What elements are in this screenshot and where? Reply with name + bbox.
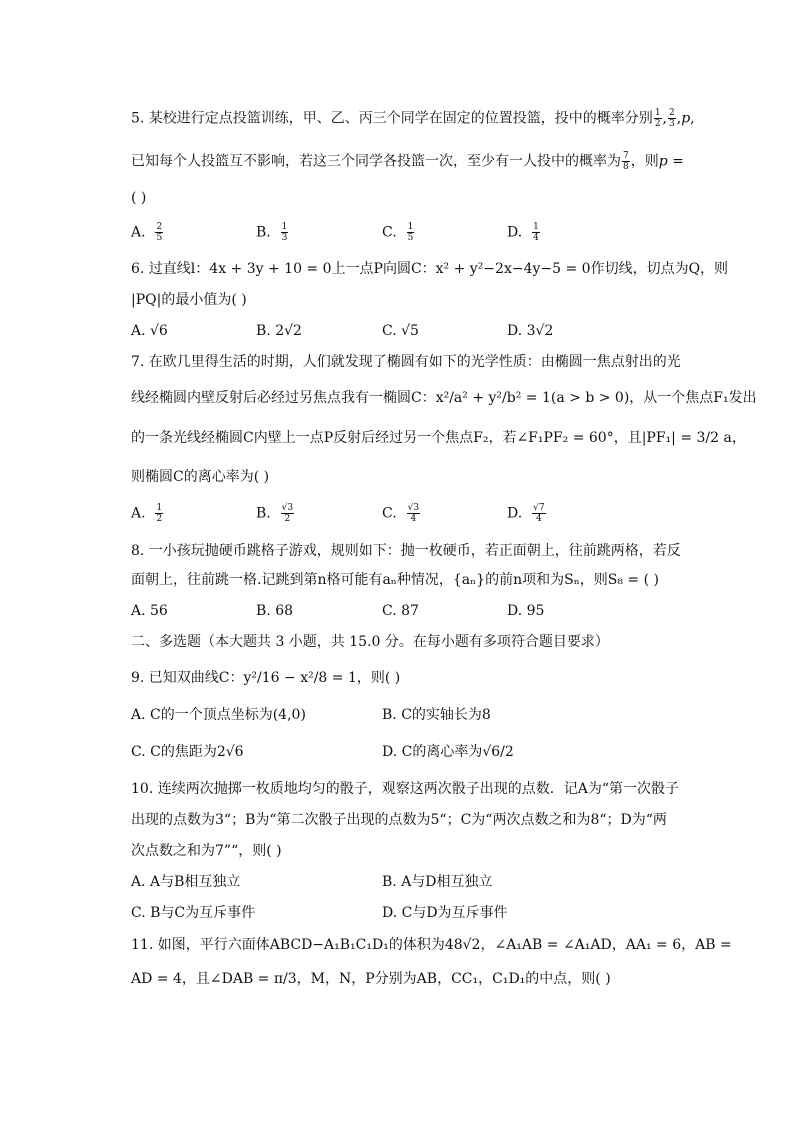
q10-option-c[interactable]: C. B与C为互斥事件: [131, 905, 256, 921]
q5-fraction-2-3: $\frac{2}{3}$: [669, 108, 675, 129]
q6-option-b[interactable]: B. 2√2: [256, 323, 302, 339]
q7-line4: 则椭圆C的离心率为( ): [131, 469, 270, 485]
q10-line3: 次点数之和为7”“，则( ): [131, 843, 282, 859]
q8-option-a[interactable]: A. 56: [131, 603, 168, 619]
q8-line1: 8. 一小孩玩抛硬币跳格子游戏，规则如下：抛一枚硬币，若正面朝上，往前跳两格，若反: [131, 543, 681, 559]
q9-line1: 9. 已知双曲线C：y²/16 − x²/8 = 1，则( ): [131, 670, 401, 686]
q8-option-d[interactable]: D. 95: [507, 603, 545, 619]
q6-option-c[interactable]: C. √5: [382, 323, 419, 339]
q7-option-b[interactable]: B. $\frac{√3}{2}$: [256, 503, 294, 524]
q10-option-b[interactable]: B. A与D相互独立: [382, 874, 493, 890]
q8-option-c[interactable]: C. 87: [382, 603, 419, 619]
q6-option-d[interactable]: D. 3√2: [507, 323, 554, 339]
q5-option-c[interactable]: C. $\frac{1}{5}$: [382, 222, 414, 243]
section-heading: 二、多选题（本大题共 3 小题，共 15.0 分。在每小题有多项符合题目要求）: [131, 634, 609, 650]
q5-text2: 已知每个人投篮互不影响，若这三个同学各投篮一次，至少有一人投中的概率为: [131, 153, 621, 170]
q7-option-a[interactable]: A. $\frac{1}{2}$: [131, 503, 163, 524]
q10-line1: 10. 连续两次抛掷一枚质地均匀的骰子，观察这两次骰子出现的点数．记A为“第一次骰子: [131, 781, 679, 797]
q7-line3: 的一条光线经椭圆C内壁上一点P反射后经过另一个焦点F₂，若∠F₁PF₂ = 60°，且|PF₁| = 3/2 a，: [131, 430, 746, 446]
q9-option-b[interactable]: B. C的实轴长为8: [382, 707, 491, 723]
q5-text1: 5. 某校进行定点投篮训练，甲、乙、丙三个同学在固定的位置投篮，投中的概率分别: [131, 110, 653, 127]
q7-line1: 7. 在欧几里得生活的时期，人们就发现了椭圆有如下的光学性质：由椭圆一焦点射出的光: [131, 354, 681, 370]
q6-line2: |PQ|的最小值为( ): [131, 292, 247, 308]
q7-option-d[interactable]: D. $\frac{√7}{4}$: [507, 503, 545, 524]
q7-line2: 线经椭圆内壁反射后必经过另焦点我有一椭圆C：x²/a² + y²/b² = 1(a > b > 0)，从一个焦点F₁发出: [131, 390, 757, 406]
q5-option-a[interactable]: A. $\frac{2}{5}$: [131, 222, 163, 243]
q5-line2: 已知每个人投篮互不影响，若这三个同学各投篮一次，至少有一人投中的概率为 $\frac{7}{8}$ ，则p =: [131, 151, 684, 172]
q10-line2: 出现的点数为3“；B为“第二次骰子出现的点数为5“；C为“两次点数之和为8“；D为“两: [131, 812, 667, 828]
q5-fraction-1-2: $\frac{1}{2}$: [654, 108, 661, 129]
q6-option-a[interactable]: A. √6: [131, 323, 168, 339]
q6-line1: 6. 过直线l：4x + 3y + 10 = 0上一点P向圆C：x² + y²−2x−4y−5 = 0作切线，切点为Q，则: [131, 261, 729, 277]
q5-line3: ( ): [131, 190, 147, 206]
q5-fraction-7-8: $\frac{7}{8}$: [623, 151, 629, 172]
q11-line1: 11. 如图，平行六面体ABCD−A₁B₁C₁D₁的体积为48√2，∠A₁AB = ∠A₁AD，AA₁ = 6，AB =: [131, 937, 732, 953]
q9-option-a[interactable]: A. C的一个顶点坐标为(4,0): [131, 707, 306, 723]
q8-line2: 面朝上，往前跳一格.记跳到第n格可能有aₙ种情况，{aₙ}的前n项和为Sₙ，则S₈ = ( ): [131, 572, 659, 588]
q11-line2: AD = 4，且∠DAB = π/3，M，N，P分别为AB，CC₁，C₁D₁的中点，则( ): [131, 971, 611, 987]
q5-line1: 5. 某校进行定点投篮训练，甲、乙、丙三个同学在固定的位置投篮，投中的概率分别 $\frac{1}{2}$ , $\frac{2}{3}$ ,p,: [131, 108, 695, 129]
q5-option-d[interactable]: D. $\frac{1}{4}$: [507, 222, 539, 243]
q9-option-d[interactable]: D. C的离心率为√6/2: [382, 744, 514, 760]
q9-option-c[interactable]: C. C的焦距为2√6: [131, 744, 244, 760]
q7-option-c[interactable]: C. $\frac{√3}{4}$: [382, 503, 420, 524]
q10-option-a[interactable]: A. A与B相互独立: [131, 874, 241, 890]
q5-option-b[interactable]: B. $\frac{1}{3}$: [256, 222, 288, 243]
q8-option-b[interactable]: B. 68: [256, 603, 294, 619]
q10-option-d[interactable]: D. C与D为互斥事件: [382, 905, 508, 921]
